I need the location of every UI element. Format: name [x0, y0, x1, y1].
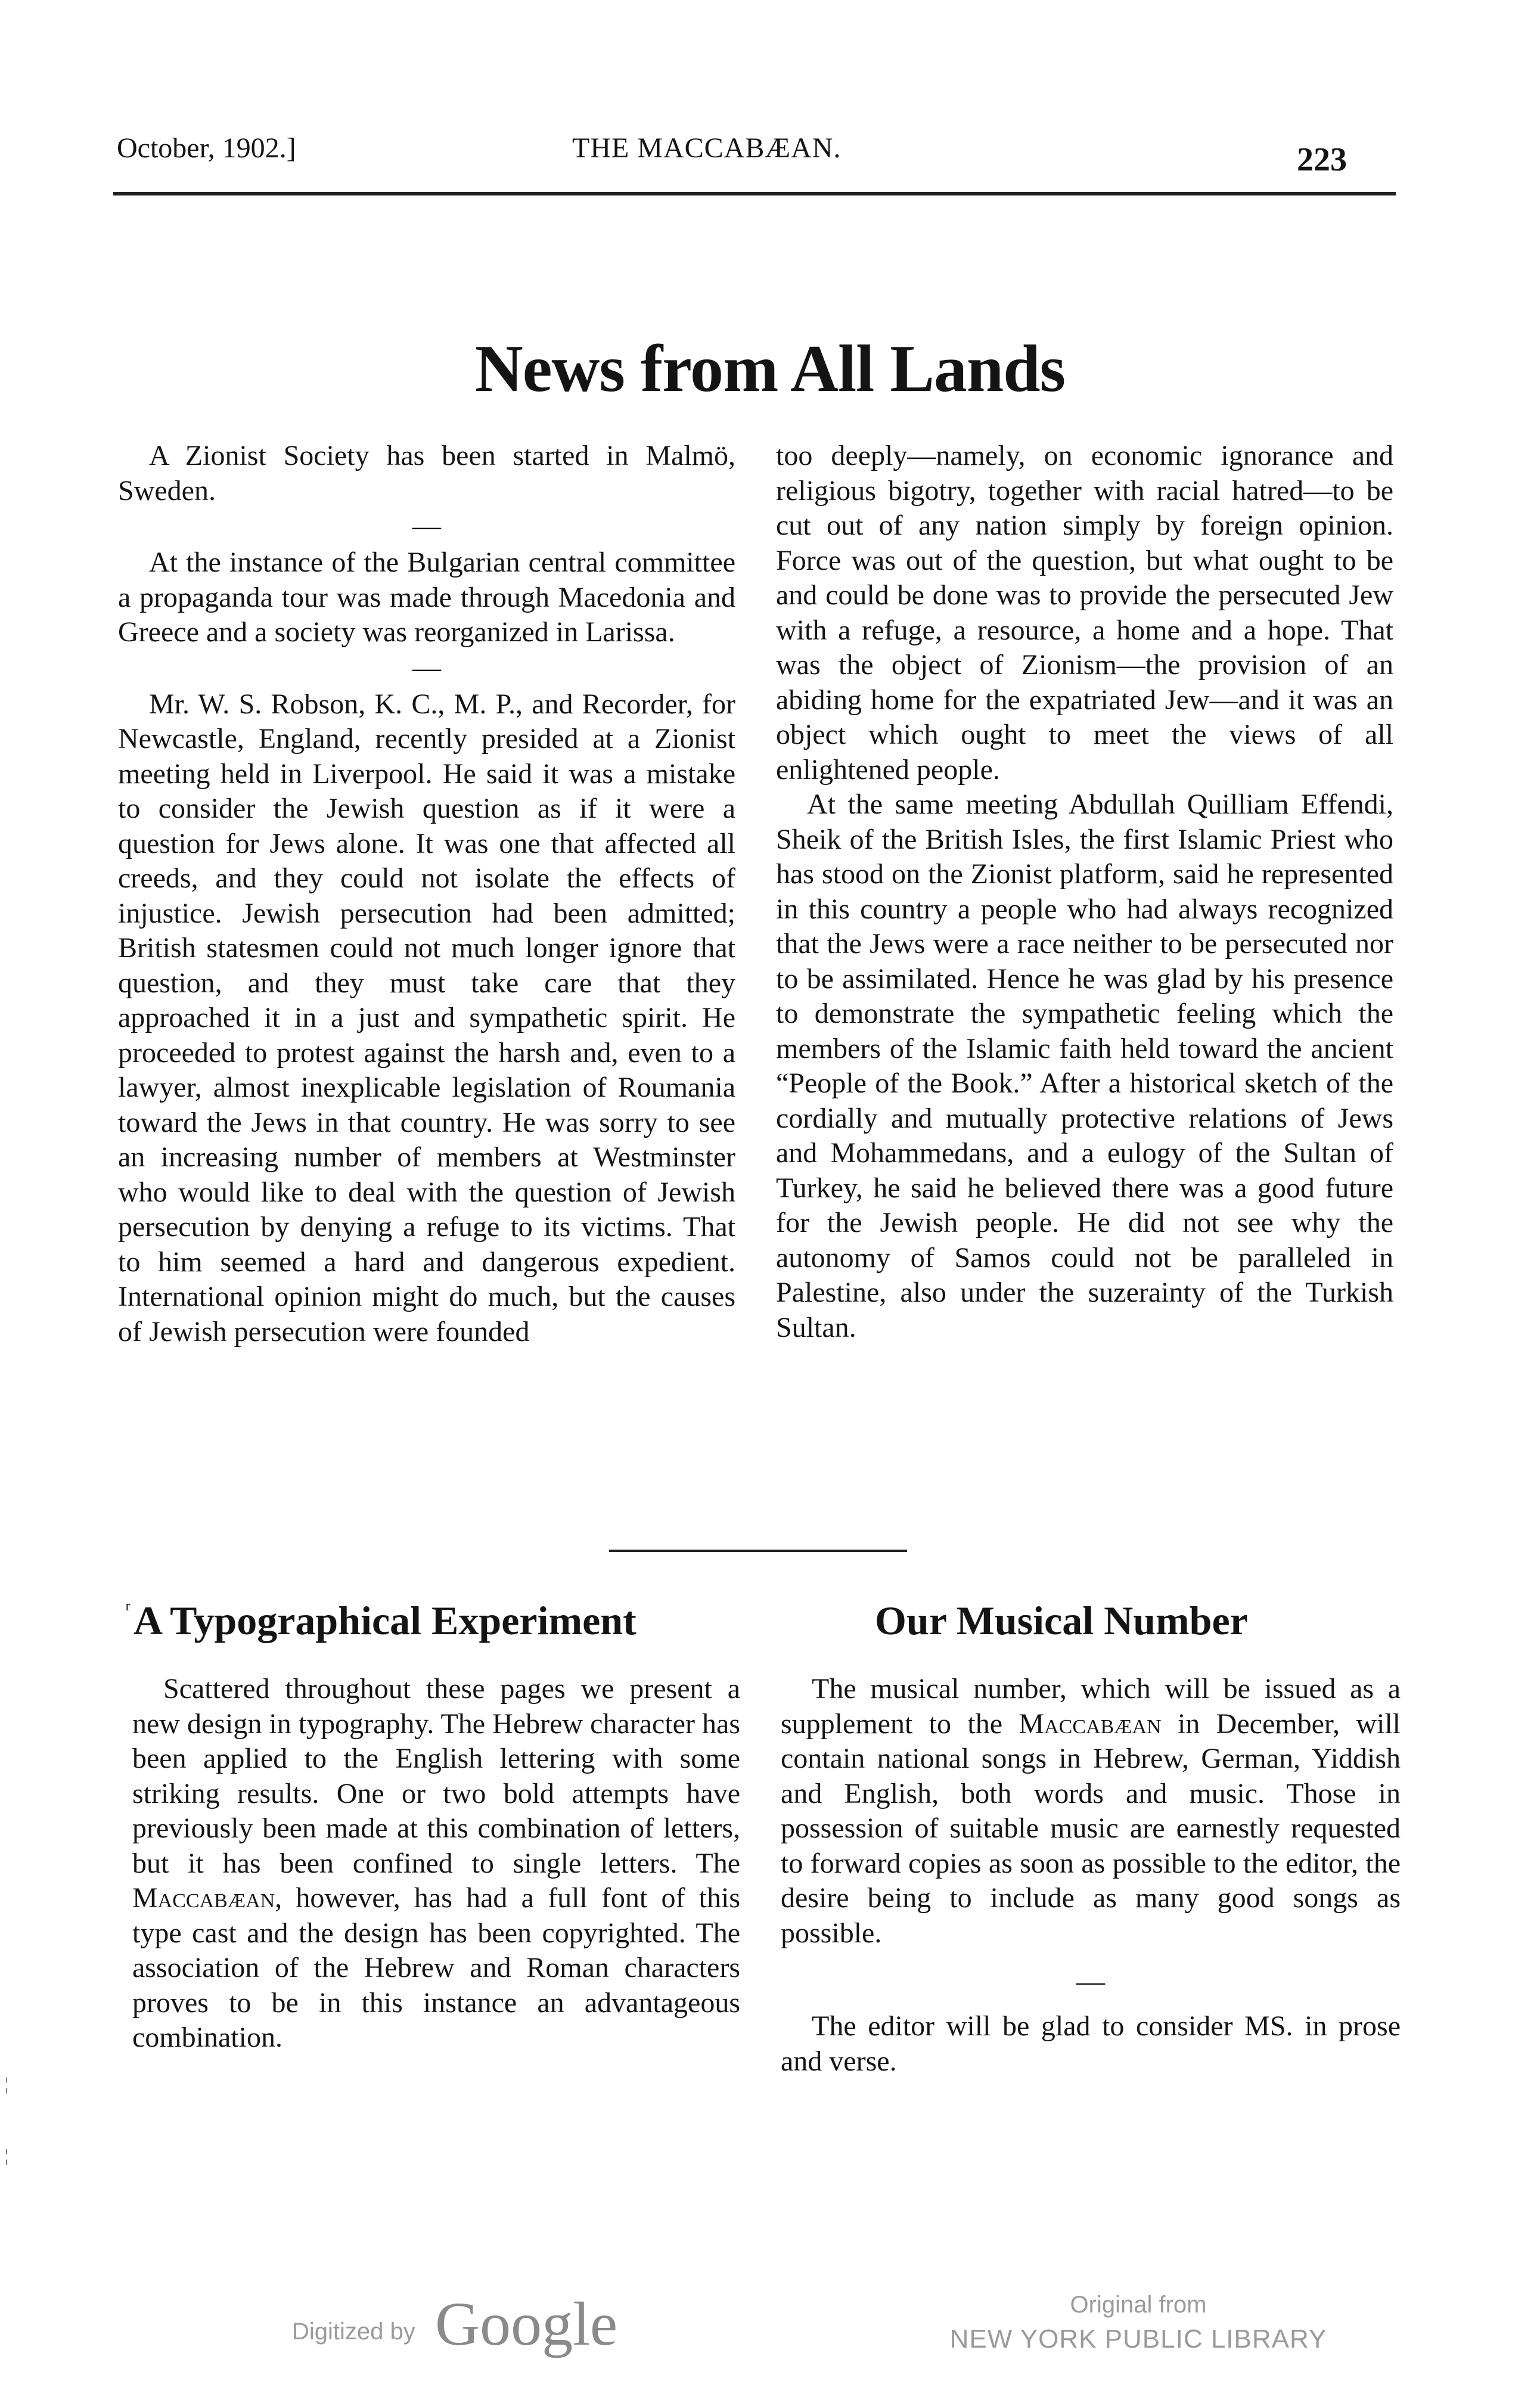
typographical-text-2: , however, has had a full font of this type cast and the design has been copyrighted. The association of the Hebrew and Roman characters proves to be in this instance an advantageous combination. [132, 1882, 740, 2053]
item-separator: — [1076, 1966, 1105, 1997]
google-logo: Google [435, 2290, 618, 2358]
header-rule [113, 192, 1396, 195]
digitized-by-label: Digitized by [292, 2318, 415, 2345]
typographical-title: A Typographical Experiment [133, 1598, 637, 1643]
editor-note: The editor will be glad to consider MS. in prose and verse. [781, 2010, 1401, 2077]
journal-name: Maccabæan [1019, 1708, 1162, 1740]
scan-margin-mark: ¦ [5, 2074, 9, 2094]
musical-text-2: in December, will contain national songs in Hebrew, German, Yiddish and English, both words and music. Those in possession of suitable music are earnestly requested to forward copies as soon as possible to the editor, the desire being to include as many good songs as possible. [781, 1708, 1401, 1949]
news-left-column [118, 439, 735, 1349]
scan-margin-mark: ¦ [5, 2146, 9, 2165]
page-number: 223 [1297, 141, 1347, 178]
section-divider [609, 1550, 907, 1552]
news-item-robson: Mr. W. S. Robson, K. C., M. P., and Recorder, for Newcastle, England, recently presided at a Zionist meeting held in Liverpool. He said it was a mistake to consider the Jewish question as if it were a question for Jews alone. It was one that affected all creeds, and they could not isolate the effects of injustice. Jewish persecution had been admitted; British statesmen could not much longer ignore that question, and they must take care that they approached it in a just and sympathetic spirit. He proceeded to protest against the harsh and, even to a lawyer, almost inexplicable legislation of Roumania toward the Jews in that country. He was sorry to see an increasing number of members at Westminster who would like to deal with the question of Jewish persecution by denying a refuge to its victims. That to him seemed a hard and dangerous expedient. International opinion might do much, but the causes of Jewish persecution were founded [118, 688, 735, 1348]
news-section-title: News from All Lands [474, 332, 1066, 406]
item-separator: — [412, 651, 441, 684]
musical-body [781, 1672, 1401, 2079]
typographical-text-1: Scattered throughout these pages we present a new design in typography. The Hebrew character has been applied to the English lettering with some striking results. One or two bold attempts have previously been made at this combination of letters, but it has been confined to single letters. The [132, 1673, 740, 1879]
news-item-bulgarian: At the instance of the Bulgarian central committee a propaganda tour was made through Macedonia and Greece and a society was reorganized in Larissa. [118, 547, 735, 648]
running-head-date: October, 1902.] [117, 132, 296, 164]
news-item-robson-continued: too deeply—namely, on economic ignorance and religious bigotry, together with racial hatred—to be cut out of any nation simply by foreign opinion. Force was out of the question, but what ought to be and could be done was to provide the persecuted Jew with a refuge, a resource, a home and a hope. That was the object of Zionism—the provision of an abiding home for the expatriated Jew—and it was an object which ought to meet the views of all enlightened people. [776, 440, 1393, 786]
musical-title: Our Musical Number [875, 1598, 1248, 1643]
musical-text-1: The musical number, which will be issued as a supplement to the [781, 1673, 1401, 1740]
typographical-body [132, 1672, 740, 2056]
news-item-quilliam: At the same meeting Abdullah Quilliam Effendi, Sheik of the British Isles, the first Islamic Priest who has stood on the Zionist platform, said he represented in this country a people who had always recognized that the Jews were a race neither to be persecuted nor to be assimilated. Hence he was glad by his presence to demonstrate the sympathetic feeling which the members of the Islamic faith held toward the ancient “People of the Book.” After a historical sketch of the cordially and mutually protective relations of Jews and Mohammedans, and a eulogy of the Sultan of Turkey, he said he believed there was a good future for the Jewish people. He did not see why the autonomy of Samos could not be paralleled in Palestine, also under the suzerainty of the Turkish Sultan. [776, 789, 1393, 1343]
running-head-journal-title: THE MACCABÆAN. [572, 132, 842, 164]
original-from-label: Original from [1070, 2292, 1207, 2318]
journal-name: Maccabæan [132, 1882, 275, 1914]
news-item-malmo: A Zionist Society has been started in Malmö, Sweden. [118, 440, 735, 507]
item-separator: — [412, 510, 441, 542]
news-right-column [776, 439, 1393, 1345]
typographical-mark: ʳ [125, 1595, 131, 1622]
library-name: NEW YORK PUBLIC LIBRARY [949, 2324, 1327, 2354]
